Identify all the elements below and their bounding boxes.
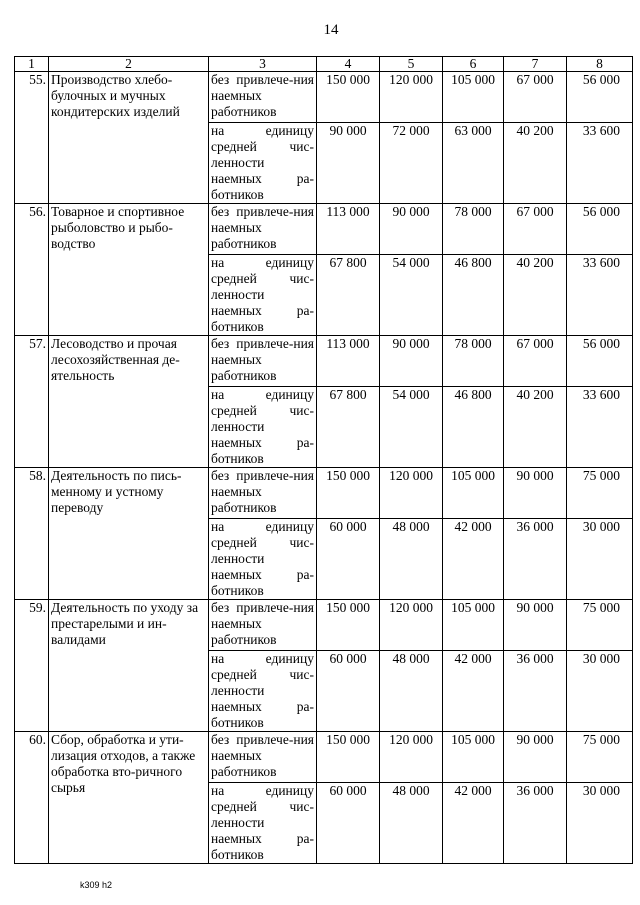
value-cell: 90 000 — [504, 468, 567, 519]
column-header: 2 — [49, 57, 209, 72]
value-cell: 48 000 — [380, 651, 443, 732]
value-cell: 36 000 — [504, 783, 567, 864]
value-cell: 60 000 — [317, 519, 380, 600]
value-cell: 120 000 — [380, 600, 443, 651]
condition-cell: без привлече-ния наемных работников — [209, 600, 317, 651]
condition-cell: на единицу средней чис-ленности наемных ра-ботников — [209, 519, 317, 600]
value-cell: 150 000 — [317, 732, 380, 783]
value-cell: 67 000 — [504, 204, 567, 255]
value-cell: 67 000 — [504, 336, 567, 387]
value-cell: 63 000 — [443, 123, 504, 204]
condition-cell: без привлече-ния наемных работников — [209, 732, 317, 783]
condition-cell: на единицу средней чис-ленности наемных ра-ботников — [209, 255, 317, 336]
value-cell: 75 000 — [567, 732, 633, 783]
column-header: 5 — [380, 57, 443, 72]
value-cell: 90 000 — [504, 600, 567, 651]
table-row — [15, 204, 633, 255]
condition-cell: на единицу средней чис-ленности наемных ра-ботников — [209, 123, 317, 204]
value-cell: 90 000 — [380, 204, 443, 255]
condition-cell: без привлече-ния наемных работников — [209, 468, 317, 519]
activity-name: Лесоводство и прочая лесохозяйственная де-ятельность — [49, 336, 209, 468]
value-cell: 75 000 — [567, 468, 633, 519]
row-number: 57. — [15, 336, 49, 468]
table-row — [15, 732, 633, 783]
value-cell: 75 000 — [567, 600, 633, 651]
row-number: 56. — [15, 204, 49, 336]
value-cell: 113 000 — [317, 336, 380, 387]
value-cell: 42 000 — [443, 651, 504, 732]
table-row — [15, 600, 633, 651]
value-cell: 54 000 — [380, 255, 443, 336]
value-cell: 48 000 — [380, 519, 443, 600]
table-row — [15, 468, 633, 519]
value-cell: 30 000 — [567, 783, 633, 864]
value-cell: 42 000 — [443, 783, 504, 864]
value-cell: 60 000 — [317, 783, 380, 864]
value-cell: 150 000 — [317, 600, 380, 651]
value-cell: 56 000 — [567, 336, 633, 387]
value-cell: 54 000 — [380, 387, 443, 468]
value-cell: 105 000 — [443, 600, 504, 651]
value-cell: 40 200 — [504, 255, 567, 336]
value-cell: 120 000 — [380, 72, 443, 123]
value-cell: 40 200 — [504, 387, 567, 468]
condition-cell: без привлече-ния наемных работников — [209, 72, 317, 123]
condition-cell: на единицу средней чис-ленности наемных ра-ботников — [209, 387, 317, 468]
activity-name: Деятельность по пись-менному и устному переводу — [49, 468, 209, 600]
value-cell: 33 600 — [567, 123, 633, 204]
value-cell: 30 000 — [567, 651, 633, 732]
column-header: 7 — [504, 57, 567, 72]
value-cell: 105 000 — [443, 72, 504, 123]
row-number: 60. — [15, 732, 49, 864]
row-number: 59. — [15, 600, 49, 732]
activity-name: Товарное и спортивное рыболовство и рыбо-водство — [49, 204, 209, 336]
row-number: 58. — [15, 468, 49, 600]
value-cell: 105 000 — [443, 468, 504, 519]
value-cell: 60 000 — [317, 651, 380, 732]
value-cell: 90 000 — [504, 732, 567, 783]
header-row — [15, 57, 633, 72]
footer-code: k309 h2 — [80, 880, 113, 890]
row-number: 55. — [15, 72, 49, 204]
value-cell: 67 000 — [504, 72, 567, 123]
value-cell: 78 000 — [443, 204, 504, 255]
value-cell: 67 800 — [317, 387, 380, 468]
table-body — [15, 72, 633, 864]
condition-cell: без привлече-ния наемных работников — [209, 336, 317, 387]
activity-name: Производство хлебо-булочных и мучных кондитерских изделий — [49, 72, 209, 204]
value-cell: 33 600 — [567, 387, 633, 468]
column-header: 3 — [209, 57, 317, 72]
tax-rate-table — [14, 56, 633, 864]
column-header: 8 — [567, 57, 633, 72]
value-cell: 36 000 — [504, 651, 567, 732]
table-row — [15, 336, 633, 387]
value-cell: 120 000 — [380, 732, 443, 783]
column-header: 6 — [443, 57, 504, 72]
value-cell: 46 800 — [443, 255, 504, 336]
value-cell: 48 000 — [380, 783, 443, 864]
value-cell: 150 000 — [317, 468, 380, 519]
column-header: 4 — [317, 57, 380, 72]
value-cell: 120 000 — [380, 468, 443, 519]
value-cell: 46 800 — [443, 387, 504, 468]
value-cell: 150 000 — [317, 72, 380, 123]
value-cell: 36 000 — [504, 519, 567, 600]
value-cell: 113 000 — [317, 204, 380, 255]
value-cell: 105 000 — [443, 732, 504, 783]
condition-cell: без привлече-ния наемных работников — [209, 204, 317, 255]
value-cell: 40 200 — [504, 123, 567, 204]
value-cell: 90 000 — [317, 123, 380, 204]
value-cell: 33 600 — [567, 255, 633, 336]
column-header: 1 — [15, 57, 49, 72]
activity-name: Деятельность по уходу за престарелыми и ин-валидами — [49, 600, 209, 732]
value-cell: 56 000 — [567, 204, 633, 255]
value-cell: 56 000 — [567, 72, 633, 123]
value-cell: 78 000 — [443, 336, 504, 387]
activity-name: Сбор, обработка и ути-лизация отходов, а также обработка вто-ричного сырья — [49, 732, 209, 864]
value-cell: 42 000 — [443, 519, 504, 600]
value-cell: 67 800 — [317, 255, 380, 336]
value-cell: 30 000 — [567, 519, 633, 600]
page-number: 14 — [323, 22, 339, 38]
value-cell: 90 000 — [380, 336, 443, 387]
condition-cell: на единицу средней чис-ленности наемных ра-ботников — [209, 783, 317, 864]
value-cell: 72 000 — [380, 123, 443, 204]
table-row — [15, 72, 633, 123]
condition-cell: на единицу средней чис-ленности наемных ра-ботников — [209, 651, 317, 732]
